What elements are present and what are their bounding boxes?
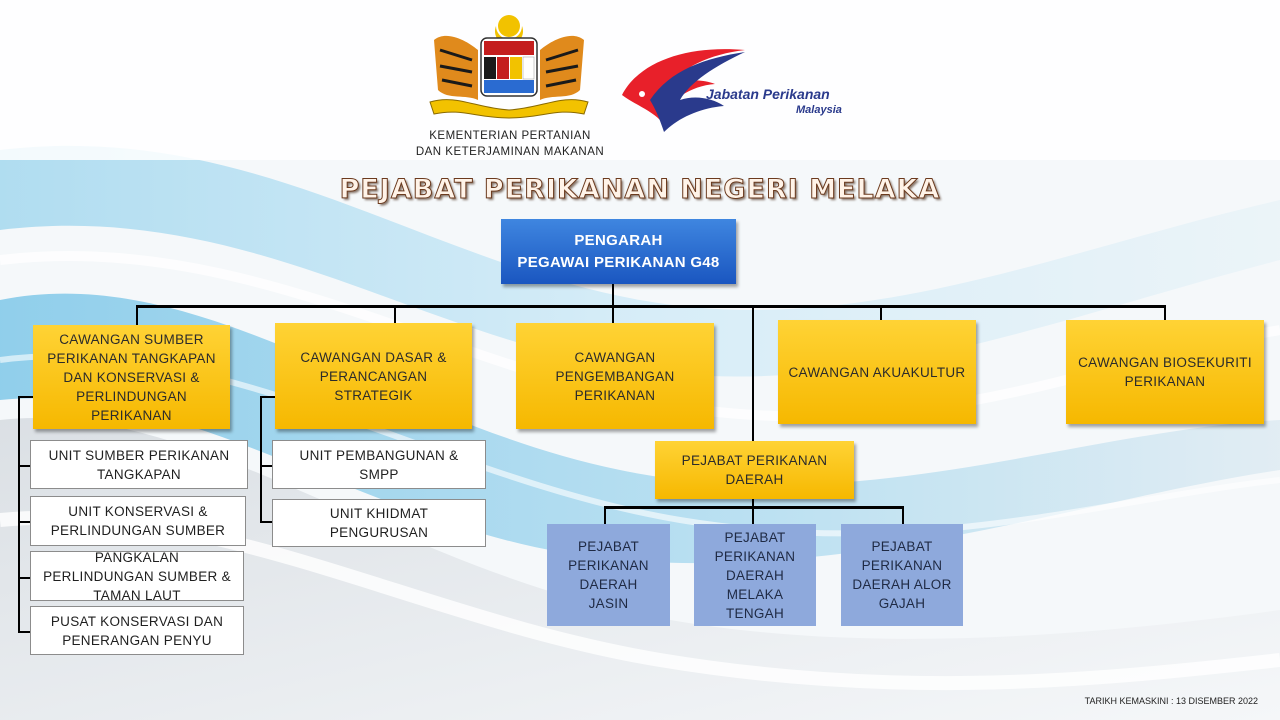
connector-sumber	[136, 305, 138, 325]
connector-dasar	[394, 305, 396, 323]
district-alor-gajah: PEJABAT PERIKANAN DAERAH ALOR GAJAH	[841, 524, 963, 626]
connector-sumber-spine	[18, 396, 20, 633]
district-office-box: PEJABAT PERIKANAN DAERAH	[655, 441, 854, 499]
ministry-line-2: DAN KETERJAMINAN MAKANAN	[415, 146, 605, 158]
branch-pengembangan: CAWANGAN PENGEMBANGAN PERIKANAN	[516, 323, 714, 429]
connector-sumber-unit-3	[18, 577, 30, 579]
last-updated: TARIKH KEMASKINI : 13 DISEMBER 2022	[1084, 696, 1258, 706]
director-grade: PEGAWAI PERIKANAN G48	[517, 253, 720, 271]
director-title: PENGARAH	[574, 231, 663, 249]
connector-dasar-unit-1	[260, 465, 272, 467]
branch-dasar: CAWANGAN DASAR & PERANCANGAN STRATEGIK	[275, 323, 472, 429]
coat-of-arms-icon	[426, 10, 592, 122]
director-box	[501, 219, 736, 284]
connector-sumber-top	[18, 396, 33, 398]
connector-sumber-unit-4	[18, 631, 30, 633]
connector-sumber-unit-2	[18, 521, 30, 523]
unit-konservasi: UNIT KONSERVASI & PERLINDUNGAN SUMBER	[30, 496, 246, 546]
connector-biosekuriti	[1164, 305, 1166, 320]
district-jasin: PEJABAT PERIKANAN DAERAH JASIN	[547, 524, 670, 626]
connector-district-tengah	[752, 506, 754, 524]
agency-name: Jabatan Perikanan	[706, 86, 830, 102]
unit-sumber-tangkapan: UNIT SUMBER PERIKANAN TANGKAPAN	[30, 440, 248, 489]
connector-akuakultur	[880, 305, 882, 320]
unit-pembangunan: UNIT PEMBANGUNAN & SMPP	[272, 440, 486, 489]
page-title: PEJABAT PERIKANAN NEGERI MELAKA	[339, 174, 941, 205]
connector-pengembangan	[612, 305, 614, 323]
connector-daerah-trunk	[752, 305, 754, 442]
ministry-line-1: KEMENTERIAN PERTANIAN	[429, 130, 591, 142]
agency-country: Malaysia	[796, 104, 842, 116]
connector-dasar-spine	[260, 396, 262, 523]
branch-akuakultur: CAWANGAN AKUAKULTUR	[778, 320, 976, 424]
connector-district-jasin	[604, 506, 606, 524]
unit-khidmat: UNIT KHIDMAT PENGURUSAN	[272, 499, 486, 547]
branch-biosekuriti: CAWANGAN BIOSEKURITI PERIKANAN	[1066, 320, 1264, 424]
unit-pangkalan: PANGKALAN PERLINDUNGAN SUMBER & TAMAN LAUT	[30, 551, 244, 601]
connector-district-alorgajah	[902, 506, 904, 524]
connector-dasar-unit-2	[260, 521, 272, 523]
ministry-name	[390, 128, 630, 160]
connector-district-bar	[604, 506, 904, 509]
connector-sumber-unit-1	[18, 465, 30, 467]
connector-top-bar	[136, 305, 1166, 308]
district-melaka-tengah: PEJABAT PERIKANAN DAERAH MELAKA TENGAH	[694, 524, 816, 626]
unit-pusat-penyu: PUSAT KONSERVASI DAN PENERANGAN PENYU	[30, 606, 244, 655]
branch-sumber: CAWANGAN SUMBER PERIKANAN TANGKAPAN DAN KONSERVASI & PERLINDUNGAN PERIKANAN	[33, 325, 230, 429]
connector-dasar-top	[260, 396, 275, 398]
